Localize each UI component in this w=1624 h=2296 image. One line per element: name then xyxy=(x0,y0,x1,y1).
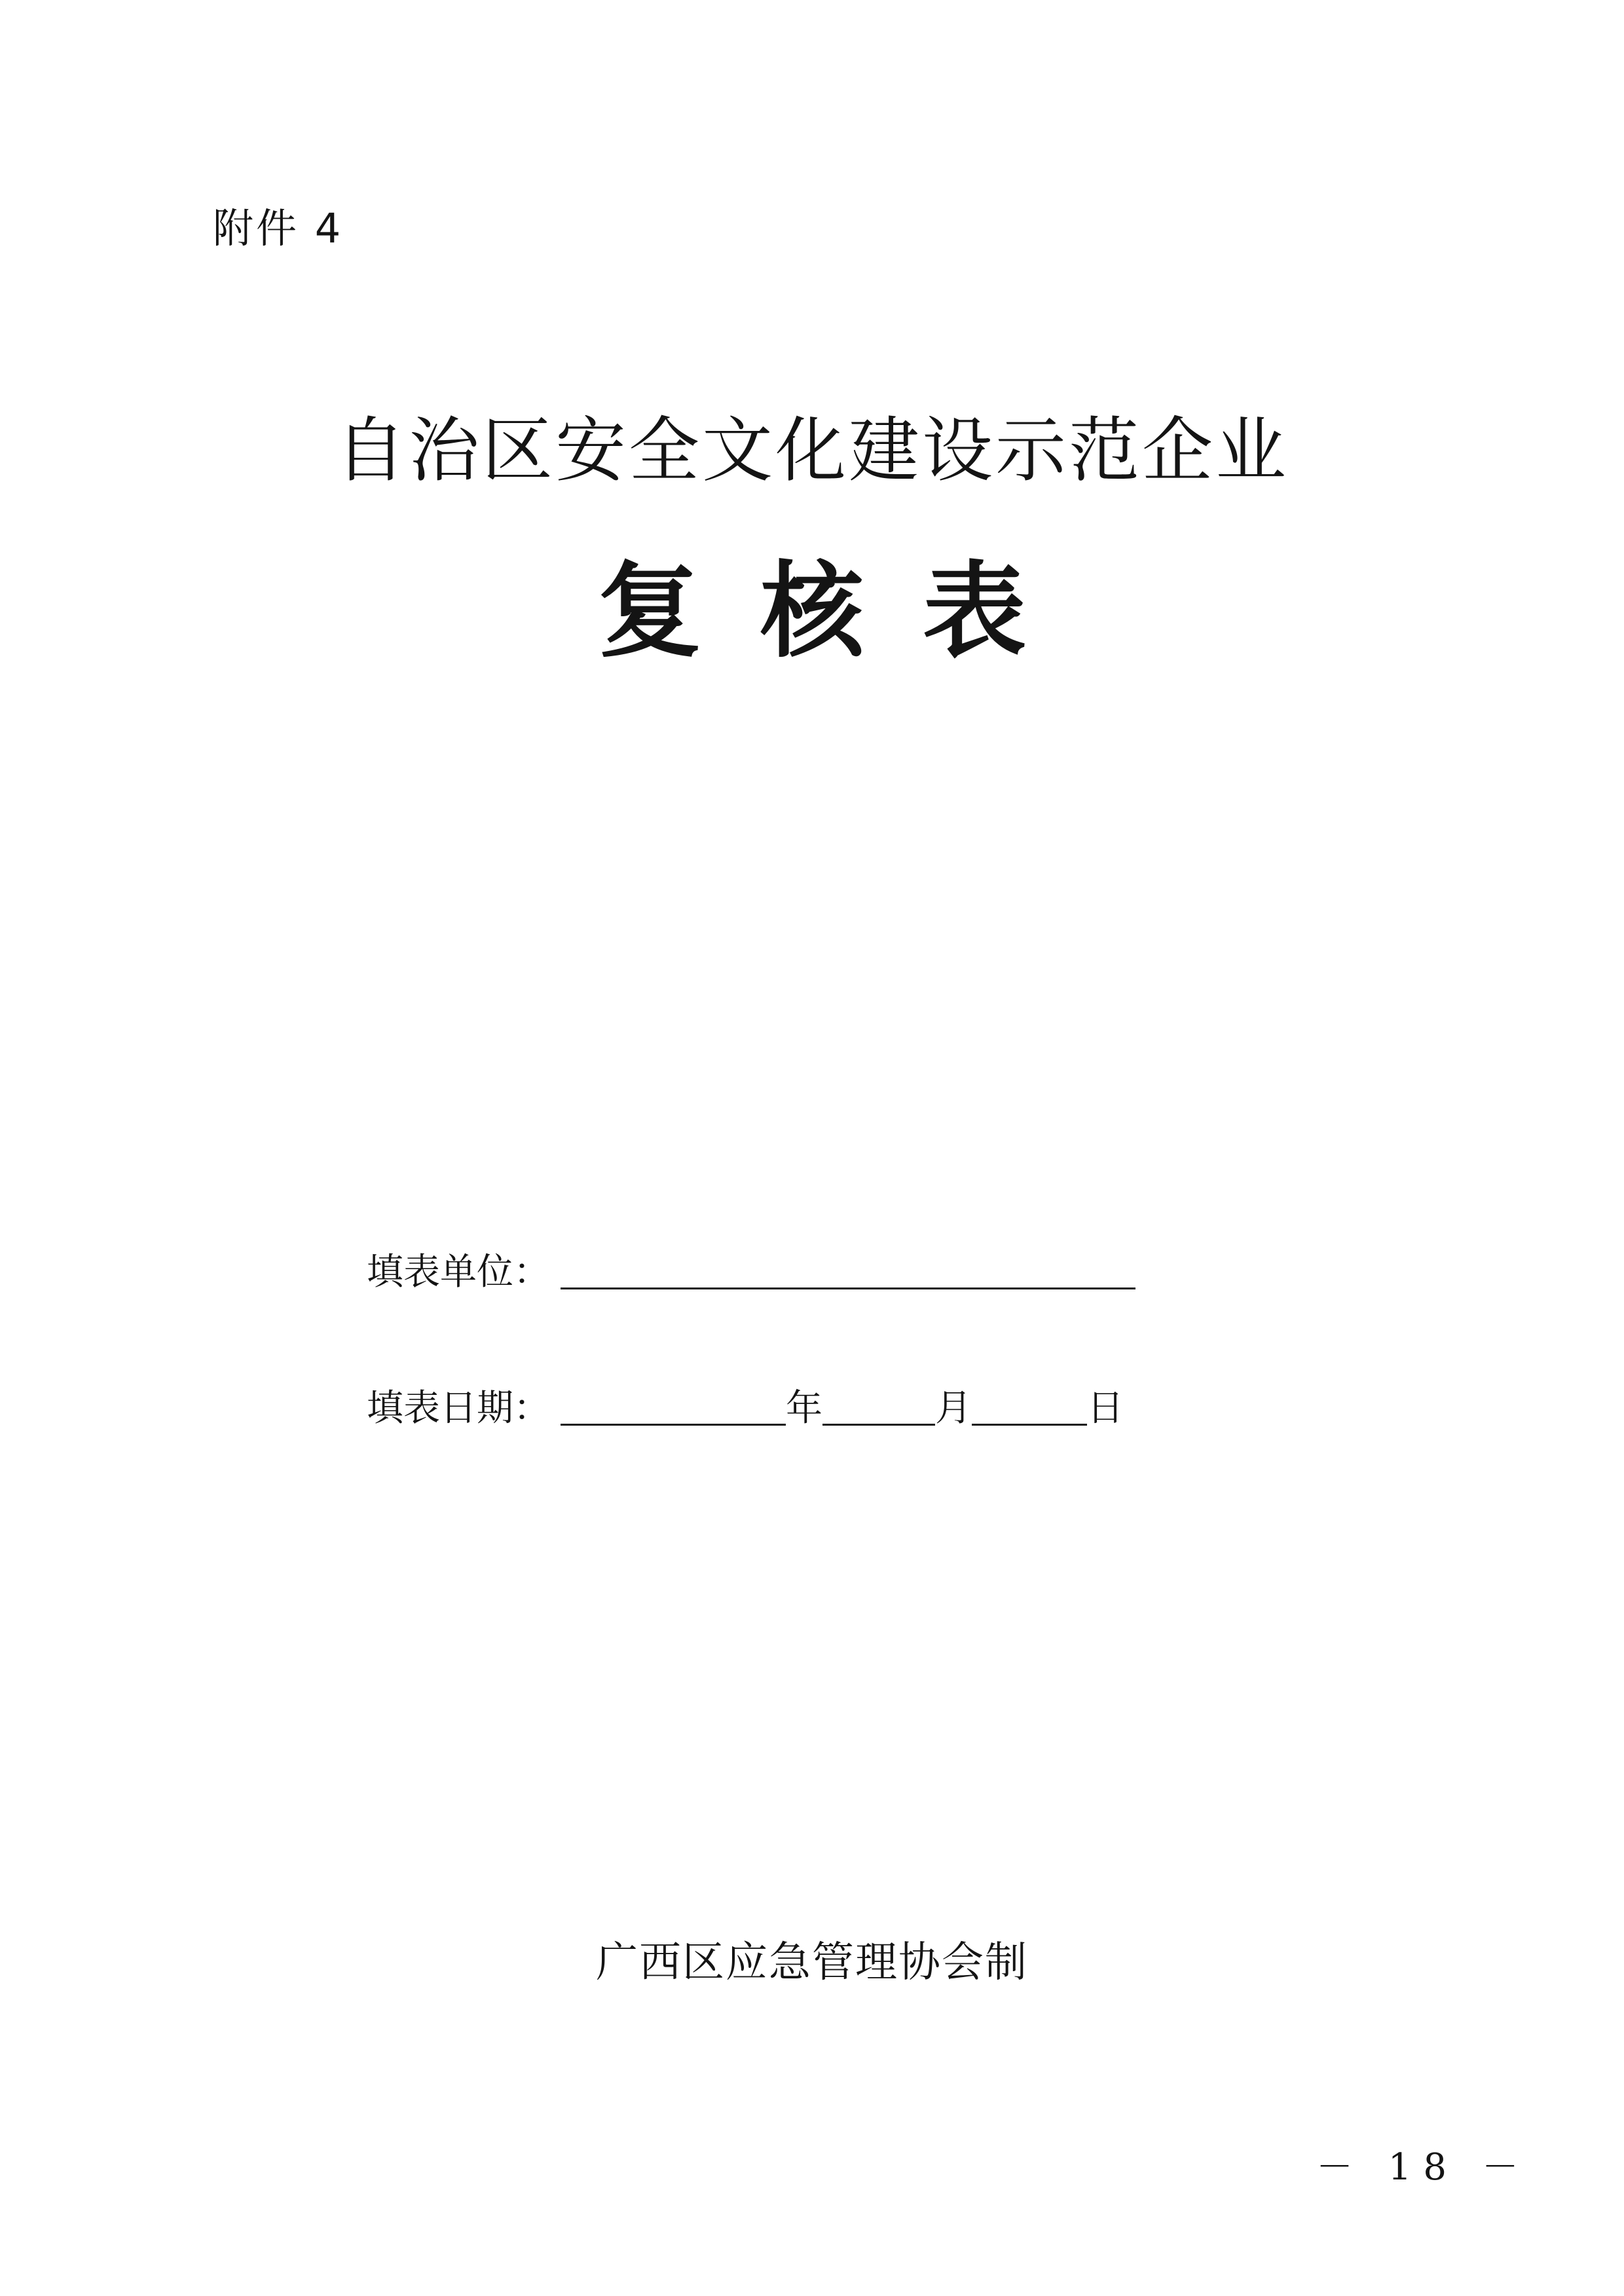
month-suffix: 月 xyxy=(935,1387,972,1430)
document-title: 自治区安全文化建设示范企业 xyxy=(335,410,1289,492)
year-suffix: 年 xyxy=(786,1387,822,1430)
fill-date-row xyxy=(367,1387,1124,1430)
attachment-label: 附件 4 xyxy=(213,204,344,252)
day-suffix: 日 xyxy=(1087,1387,1124,1430)
document-subtitle: 复核表 xyxy=(598,551,1085,672)
fill-unit-label: 填表单位： xyxy=(367,1251,550,1293)
issuer-label: 广西区应急管理协会制 xyxy=(596,1938,1028,1987)
month-field[interactable] xyxy=(822,1387,935,1426)
page-number: － 18 － xyxy=(1316,2146,1530,2189)
fill-unit-row xyxy=(367,1251,1135,1291)
fill-date-label: 填表日期： xyxy=(367,1387,550,1430)
fill-unit-field[interactable] xyxy=(561,1251,1135,1289)
year-field[interactable] xyxy=(561,1387,786,1426)
day-field[interactable] xyxy=(972,1387,1087,1426)
